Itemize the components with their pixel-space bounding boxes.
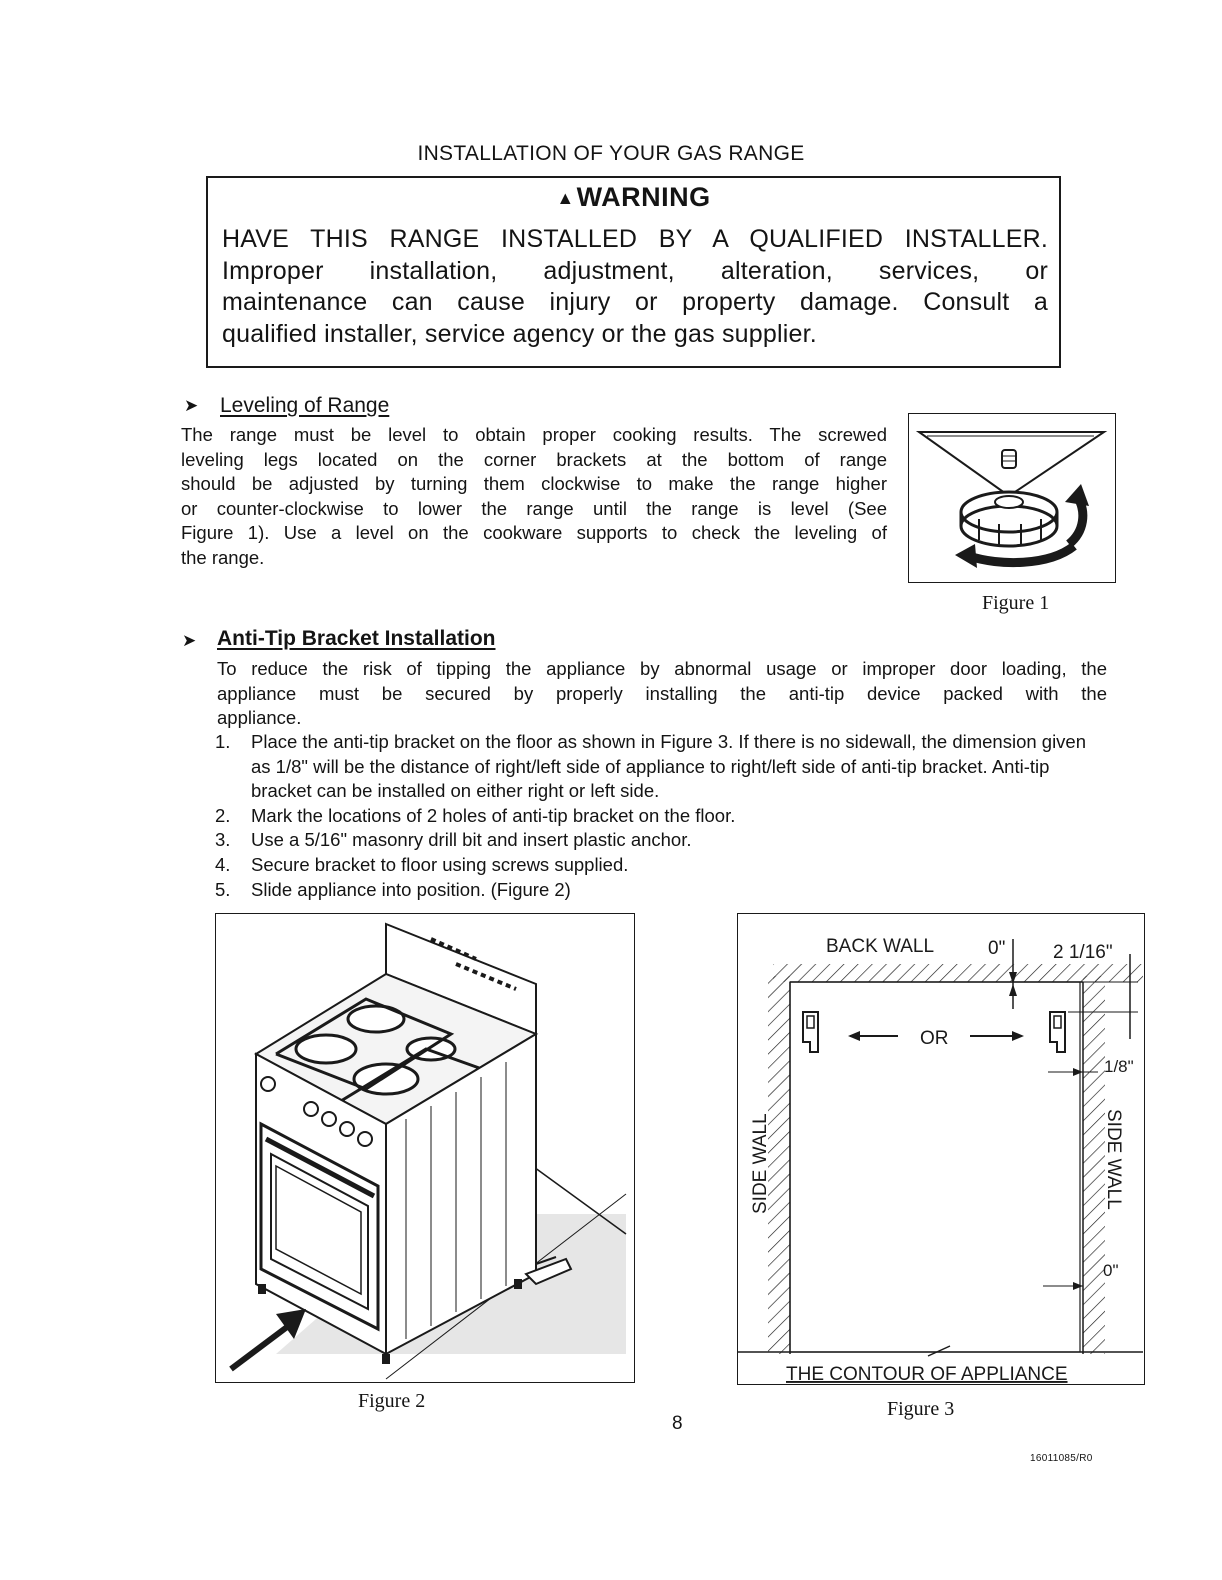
figure-3-frame bbox=[737, 913, 1145, 1385]
leveling-line: Figure 1). Use a level on the cookware supports to check the leveling of bbox=[181, 522, 887, 543]
gap-dimension: 2 1/16" bbox=[1053, 942, 1113, 963]
figure-2-frame bbox=[215, 913, 635, 1383]
right-zero-dimension: 0" bbox=[1103, 1261, 1119, 1280]
figure-1-caption: Figure 1 bbox=[982, 592, 1050, 614]
document-code: 16011085/R0 bbox=[1030, 1453, 1093, 1464]
warning-line: HAVE THIS RANGE INSTALLED BY A QUALIFIED INSTALLER. bbox=[222, 225, 1048, 253]
leveling-paragraph bbox=[181, 423, 887, 570]
leveling-heading: Leveling of Range bbox=[220, 394, 390, 417]
page-title: INSTALLATION OF YOUR GAS RANGE bbox=[417, 142, 805, 165]
figure-3-caption: Figure 3 bbox=[887, 1398, 955, 1420]
antitip-steps bbox=[215, 730, 1095, 902]
bullet-arrow-icon: ➤ bbox=[184, 396, 199, 415]
back-wall-label: BACK WALL bbox=[826, 936, 935, 957]
warning-heading: ▲WARNING bbox=[556, 182, 711, 212]
leveling-line: or counter-clockwise to lower the range until the range is level (See bbox=[181, 497, 887, 519]
antitip-intro bbox=[217, 657, 1107, 731]
warning-line: qualified installer, service agency or the gas supplier. bbox=[222, 319, 817, 348]
bullet-arrow-icon: ➤ bbox=[182, 631, 197, 650]
antitip-intro-line: appliance must be secured by properly installing the anti-tip device packed with the bbox=[217, 682, 1107, 704]
contour-label: THE CONTOUR OF APPLIANCE bbox=[786, 1364, 1068, 1383]
warning-line: Improper installation, adjustment, alteration, services, or bbox=[222, 256, 1048, 285]
list-item: 3. Use a 5/16" masonry drill bit and insert plastic anchor. bbox=[215, 829, 692, 851]
leveling-line: the range. bbox=[181, 546, 265, 568]
clearance-diagram bbox=[738, 914, 1143, 1383]
antitip-heading: Anti-Tip Bracket Installation bbox=[217, 627, 496, 650]
antitip-intro-line: To reduce the risk of tipping the appliance by abnormal usage or improper door loading, the bbox=[217, 658, 1107, 679]
top-zero-dimension: 0" bbox=[988, 938, 1006, 959]
eighth-dimension: 1/8" bbox=[1104, 1057, 1134, 1076]
range-illustration bbox=[216, 914, 633, 1381]
leveling-line: should be adjusted by turning them clockwise to make the range higher bbox=[181, 473, 887, 494]
leveling-line: leveling legs located on the corner brackets at the bottom of range bbox=[181, 448, 887, 470]
left-side-wall-label: SIDE WALL bbox=[750, 1113, 771, 1214]
list-item: 1. Place the anti-tip bracket on the floor as shown in Figure 3. If there is no sidewall, the dimension given as 1/8" will be the distance of right/left side of appliance to right/left side of anti-tip bracket. Anti-tip bracket can be installed on either right or left side. bbox=[215, 731, 1087, 802]
leveling-leg-illustration bbox=[909, 414, 1114, 581]
warning-triangle-icon: ▲ bbox=[556, 188, 575, 208]
antitip-intro-line: appliance. bbox=[217, 707, 302, 728]
list-item: 2. Mark the locations of 2 holes of anti-tip bracket on the floor. bbox=[215, 804, 736, 826]
list-item: 4. Secure bracket to floor using screws supplied. bbox=[215, 853, 629, 875]
leveling-line: The range must be level to obtain proper cooking results. The screwed bbox=[181, 424, 887, 445]
warning-line: maintenance can cause injury or property damage. Consult a bbox=[222, 288, 1048, 316]
list-item: 5. Slide appliance into position. (Figure 2) bbox=[215, 878, 571, 900]
page-number: 8 bbox=[672, 1413, 683, 1434]
figure-1-frame bbox=[908, 413, 1116, 583]
warning-text bbox=[222, 224, 1048, 350]
figure-2-caption: Figure 2 bbox=[358, 1390, 426, 1412]
or-label: OR bbox=[920, 1028, 949, 1049]
right-side-wall-label: SIDE WALL bbox=[1103, 1109, 1124, 1210]
